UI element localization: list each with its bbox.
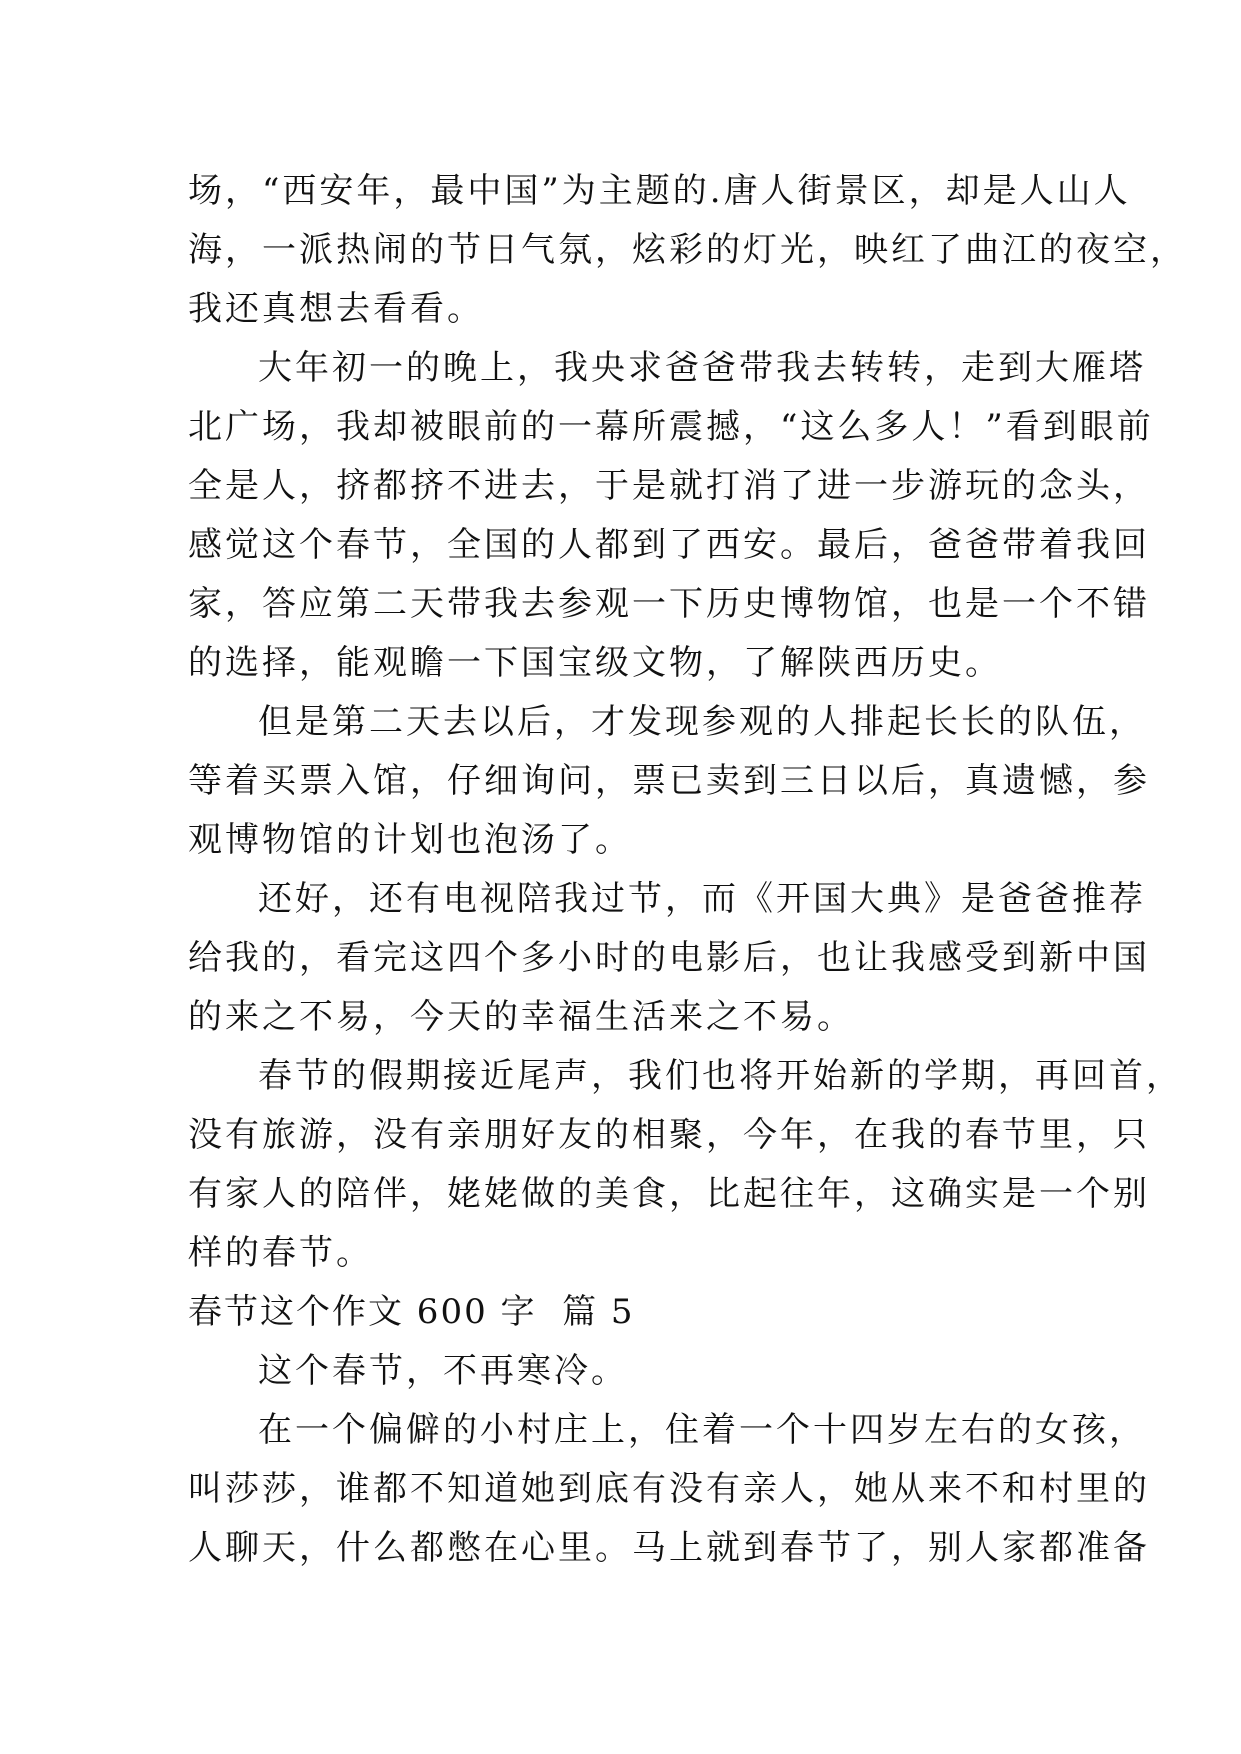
text-line: 给我的，看完这四个多小时的电影后，也让我感受到新中国 — [188, 938, 1150, 978]
text-line: 没有旅游，没有亲朋好友的相聚，今年，在我的春节里，只 — [188, 1115, 1150, 1155]
paragraph-first-line: 但是第二天去以后，才发现参观的人排起长长的队伍， — [258, 702, 1146, 742]
text-line: 有家人的陪伴，姥姥做的美食，比起往年，这确实是一个别 — [188, 1174, 1150, 1214]
paragraph-first-line: 还好，还有电视陪我过节，而《开国大典》是爸爸推荐 — [258, 879, 1146, 919]
paragraph-first-line: 在一个偏僻的小村庄上，住着一个十四岁左右的女孩， — [258, 1410, 1146, 1450]
text-line: 家，答应第二天带我去参观一下历史博物馆，也是一个不错 — [188, 584, 1150, 624]
text-line: 我还真想去看看。 — [188, 289, 484, 329]
text-line: 叫莎莎，谁都不知道她到底有没有亲人，她从来不和村里的 — [188, 1469, 1150, 1509]
text-line: 的来之不易，今天的幸福生活来之不易。 — [188, 997, 854, 1037]
text-line: 海，一派热闹的节日气氛，炫彩的灯光，映红了曲江的夜空， — [188, 230, 1187, 270]
paragraph-first-line: 这个春节，不再寒冷。 — [258, 1351, 628, 1391]
text-line: 人聊天，什么都憋在心里。马上就到春节了，别人家都准备 — [188, 1528, 1150, 1568]
text-line: 感觉这个春节，全国的人都到了西安。最后，爸爸带着我回 — [188, 525, 1150, 565]
document-body — [188, 162, 1187, 1578]
text-line: 的选择，能观瞻一下国宝级文物，了解陕西历史。 — [188, 643, 1002, 683]
section-heading: 春节这个作文 600 字 篇 5 — [188, 1292, 635, 1332]
text-line: 北广场，我却被眼前的一幕所震撼，“这么多人！”看到眼前 — [188, 407, 1154, 447]
paragraph-first-line: 春节的假期接近尾声，我们也将开始新的学期，再回首， — [258, 1056, 1183, 1096]
paragraph-first-line: 大年初一的晚上，我央求爸爸带我去转转，走到大雁塔 — [258, 348, 1146, 388]
text-line: 场，“西安年，最中国”为主题的.唐人街景区，却是人山人 — [188, 171, 1131, 211]
text-line: 等着买票入馆，仔细询问，票已卖到三日以后，真遗憾，参 — [188, 761, 1150, 801]
text-line: 样的春节。 — [188, 1233, 373, 1273]
text-line: 全是人，挤都挤不进去，于是就打消了进一步游玩的念头， — [188, 466, 1150, 506]
text-line: 观博物馆的计划也泡汤了。 — [188, 820, 632, 860]
